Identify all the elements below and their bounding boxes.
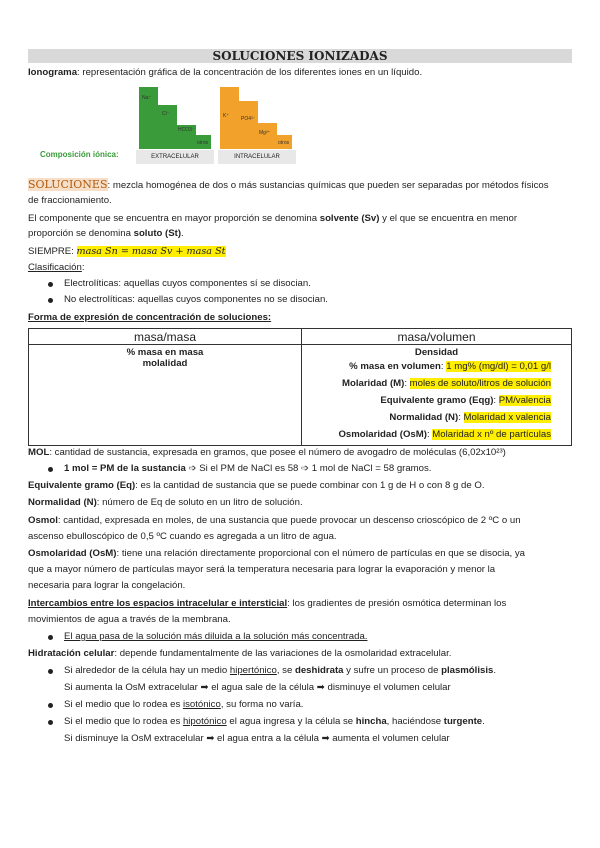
soluciones-line2: de fraccionamiento. <box>28 195 112 206</box>
table-cell-right: Densidad % masa en volumen: 1 mg% (mg/dl) = 0,01 g/l Molaridad (M): moles de soluto/litros de solución Equivalente gramo (Eqg): PM/valencia Normalidad (N): Molaridad x valencia Osmolaridad (OsM): Molaridad x nº de partículas <box>302 345 572 446</box>
hidratacion-paragraph: Hidratación celular: depende fundamentalmente de las variaciones de la osmolaridad extracelular. <box>28 648 452 659</box>
table-cell-left: % masa en masa molalidad <box>29 345 302 446</box>
siempre-line: SIEMPRE: masa Sn = masa Sv + masa St <box>28 246 226 257</box>
extra-ion-label: Cl⁻ <box>162 111 170 117</box>
ionic-composition-figure <box>30 83 300 169</box>
ionograma-paragraph: Ionograma: representación gráfica de la concentración de los diferentes iones en un líquido. <box>28 67 423 78</box>
intra-ion-label: otros <box>278 140 290 146</box>
mol-paragraph: MOL: cantidad de sustancia, expresada en gramos, que posee el número de avogadro de moléculas (6,02x10²³) <box>28 447 506 458</box>
soluciones-term: SOLUCIONES <box>28 178 108 191</box>
ionograma-term: Ionograma <box>28 67 78 78</box>
list-item: Si el medio que lo rodea es hipotónico el agua ingresa y la célula se hincha, haciéndose turgente. <box>64 716 485 727</box>
list-item: El agua pasa de la solución más diluida a la solución más concentrada. <box>64 631 368 642</box>
bullet-icon <box>48 703 53 708</box>
intracellular-label: INTRACELULAR <box>218 150 296 164</box>
extra-ion-label: HCO3⁻ <box>178 127 195 133</box>
osmolaridad-line3: necesaria para lograr la congelación. <box>28 580 186 591</box>
osmol-paragraph: Osmol: cantidad, expresada en moles, de una sustancia que puede provocar un descenso crioscópico de 2 ºC o un <box>28 515 521 526</box>
list-item: No electrolíticas: aquellas cuyos componentes no se disocian. <box>64 294 328 305</box>
bullet-icon <box>48 720 53 725</box>
soluciones-paragraph: SOLUCIONES: mezcla homogénea de dos o más sustancias químicas que pueden ser separadas por métodos físicos <box>28 178 549 191</box>
intra-bar-mg <box>258 123 277 149</box>
osmol-line2: ascenso ebulloscópico de 0,5 ºC cuando es agregada a un litro de agua. <box>28 531 337 542</box>
table-header: masa/masa <box>29 329 302 345</box>
bullet-icon <box>48 635 53 640</box>
list-item-sub: Si aumenta la OsM extracelular ➡ el agua sale de la célula ➡ disminuye el volumen celular <box>64 682 451 693</box>
intra-ion-label: Mg²⁺ <box>259 130 271 136</box>
list-item-sub: Si disminuye la OsM extracelular ➡ el agua entra a la célula ➡ aumenta el volumen celular <box>64 733 450 744</box>
forma-title: Forma de expresión de concentración de soluciones: <box>28 312 272 323</box>
extracellular-label: EXTRACELULAR <box>136 150 214 164</box>
figure-caption: Composición iónica: <box>40 150 119 159</box>
normalidad-paragraph: Normalidad (N): número de Eq de soluto en un litro de solución. <box>28 497 303 508</box>
table-header: masa/volumen <box>302 329 572 345</box>
list-item: Si alrededor de la célula hay un medio hipertónico, se deshidrata y sufre un proceso de plasmólisis. <box>64 665 497 676</box>
intercambios-line2: movimientos de agua a través de la membrana. <box>28 614 231 625</box>
clasificacion-title: Clasificación: <box>28 262 85 273</box>
bullet-icon <box>48 467 53 472</box>
componente-line1: El componente que se encuentra en mayor proporción se denomina solvente (Sv) y el que se encuentra en menor <box>28 213 518 224</box>
bullet-icon <box>48 298 53 303</box>
intra-ion-label: K⁺ <box>223 113 229 119</box>
intra-bar-po4 <box>239 101 258 149</box>
extra-ion-label: otros <box>197 140 209 146</box>
osmolaridad-paragraph: Osmolaridad (OsM): tiene una relación directamente proporcional con el número de partículas en que se disocia, ya <box>28 548 526 559</box>
list-item: 1 mol = PM de la sustancia ➩ Si el PM de NaCl es 58 ➩ 1 mol de NaCl = 58 gramos. <box>64 463 432 474</box>
intra-ion-label: PO4³⁻ <box>241 116 256 122</box>
page-title: SOLUCIONES IONIZADAS <box>28 49 572 63</box>
extra-ion-label: Na⁺ <box>142 95 152 101</box>
mass-formula: masa Sn = masa Sv + masa St <box>76 246 226 257</box>
bullet-icon <box>48 669 53 674</box>
concentration-table <box>28 328 572 446</box>
osmolaridad-line2: que a mayor número de partículas mayor será la temperatura necesaria para lograr la evaporación y menor la <box>28 564 496 575</box>
bullet-icon <box>48 282 53 287</box>
eqg-paragraph: Equivalente gramo (Eq): es la cantidad de sustancia que se puede combinar con 1 g de H o con 8 g de O. <box>28 480 485 491</box>
intercambios-paragraph: Intercambios entre los espacios intracelular e intersticial: los gradientes de presión osmótica determinan los <box>28 598 507 609</box>
list-item: Si el medio que lo rodea es isotónico, su forma no varía. <box>64 699 304 710</box>
list-item: Electrolíticas: aquellas cuyos componentes sí se disocian. <box>64 278 311 289</box>
componente-line2: proporción se denomina soluto (St). <box>28 228 184 239</box>
